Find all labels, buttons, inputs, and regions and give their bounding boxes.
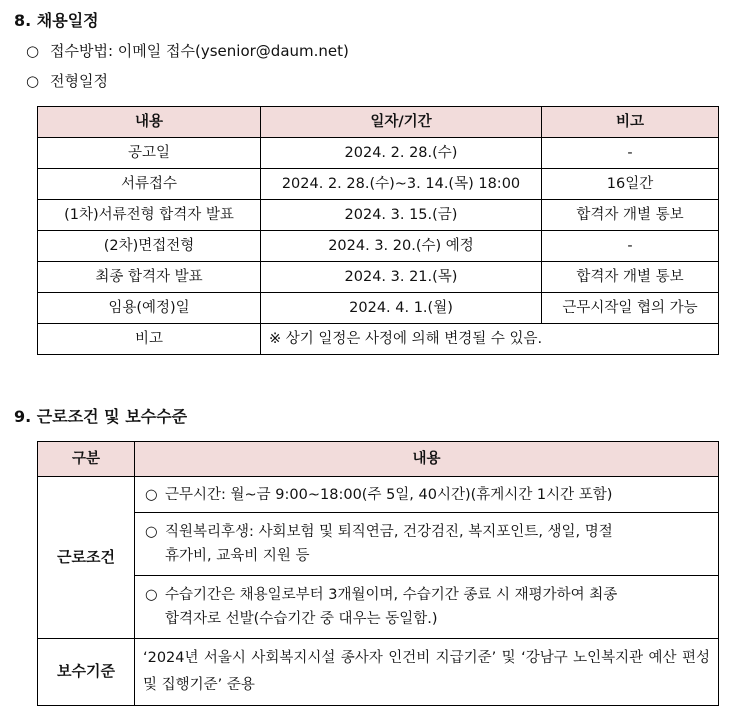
- bullet-item-application-method: [26, 40, 349, 61]
- header-content: 내용: [135, 442, 719, 477]
- table-row: [38, 576, 719, 639]
- probation-text-line2: 합격자로 선발(수습기간 중 대우는 동일함.): [165, 611, 438, 627]
- schedule-header-row: [38, 107, 719, 138]
- table-row: [38, 293, 719, 324]
- probation-text-line1: 수습기간은 채용일로부터 3개월이며, 수습기간 종료 시 재평가하여 최종: [165, 587, 618, 603]
- header-content: 내용: [38, 107, 261, 138]
- bullet-marker: ○: [145, 587, 158, 603]
- cell-remarks: -: [542, 138, 719, 169]
- table-row: [38, 231, 719, 262]
- cell-content: 공고일: [38, 138, 261, 169]
- bullet-marker: ○: [26, 72, 40, 90]
- condition-item-working-hours: [135, 477, 719, 513]
- welfare-text-line2: 휴가비, 교육비 지원 등: [165, 548, 310, 564]
- table-row: [38, 513, 719, 576]
- table-row: [38, 262, 719, 293]
- header-category: 구분: [38, 442, 135, 477]
- bullet-marker: ○: [145, 486, 158, 503]
- schedule-table: [37, 106, 719, 355]
- selection-schedule-text: 전형일정: [50, 72, 108, 90]
- bullet-marker: ○: [145, 524, 158, 540]
- cell-date: 2024. 3. 21.(목): [261, 262, 542, 293]
- cell-date: 2024. 3. 20.(수) 예정: [261, 231, 542, 262]
- pay-standard-text: ‘2024년 서울시 사회복지시설 종사자 인건비 지급기준’ 및 ‘강남구 노인복지관 예산 편성 및 집행기준’ 준용: [135, 639, 719, 706]
- welfare-text-line1: 직원복리후생: 사회보험 및 퇴직연금, 건강검진, 복지포인트, 생일, 명절: [165, 524, 613, 540]
- cell-remarks: 근무시작일 협의 가능: [542, 293, 719, 324]
- note-label: 비고: [38, 324, 261, 355]
- cell-date: 2024. 4. 1.(월): [261, 293, 542, 324]
- condition-item-probation: [135, 576, 719, 639]
- note-row: [38, 324, 719, 355]
- condition-item-welfare: [135, 513, 719, 576]
- category-pay-standard: 보수기준: [38, 639, 135, 706]
- category-working-conditions: 근로조건: [38, 477, 135, 639]
- cell-content: 최종 합격자 발표: [38, 262, 261, 293]
- note-text: ※ 상기 일정은 사정에 의해 변경될 수 있음.: [261, 324, 719, 355]
- working-conditions-table: [37, 441, 719, 706]
- cell-remarks: -: [542, 231, 719, 262]
- header-remarks: 비고: [542, 107, 719, 138]
- section-8-heading: 8. 채용일정: [14, 11, 99, 30]
- cell-remarks: 합격자 개별 통보: [542, 200, 719, 231]
- header-date: 일자/기간: [261, 107, 542, 138]
- table-row: [38, 639, 719, 706]
- cell-date: 2024. 3. 15.(금): [261, 200, 542, 231]
- cell-date: 2024. 2. 28.(수): [261, 138, 542, 169]
- cell-content: 임용(예정)일: [38, 293, 261, 324]
- table-row: [38, 138, 719, 169]
- cell-date: 2024. 2. 28.(수)~3. 14.(목) 18:00: [261, 169, 542, 200]
- cell-remarks: 합격자 개별 통보: [542, 262, 719, 293]
- cell-remarks: 16일간: [542, 169, 719, 200]
- bullet-item-selection-schedule: [26, 70, 108, 91]
- bullet-marker: ○: [26, 42, 40, 60]
- table-row: [38, 477, 719, 513]
- table-row: [38, 169, 719, 200]
- section-9-heading: 9. 근로조건 및 보수수준: [14, 407, 188, 426]
- conditions-header-row: [38, 442, 719, 477]
- cell-content: 서류접수: [38, 169, 261, 200]
- cell-content: (1차)서류전형 합격자 발표: [38, 200, 261, 231]
- working-hours-text: 근무시간: 월~금 9:00~18:00(주 5일, 40시간)(휴게시간 1시간 포함): [165, 486, 613, 503]
- cell-content: (2차)면접전형: [38, 231, 261, 262]
- table-row: [38, 200, 719, 231]
- application-method-text: 접수방법: 이메일 접수(ysenior@daum.net): [50, 42, 349, 60]
